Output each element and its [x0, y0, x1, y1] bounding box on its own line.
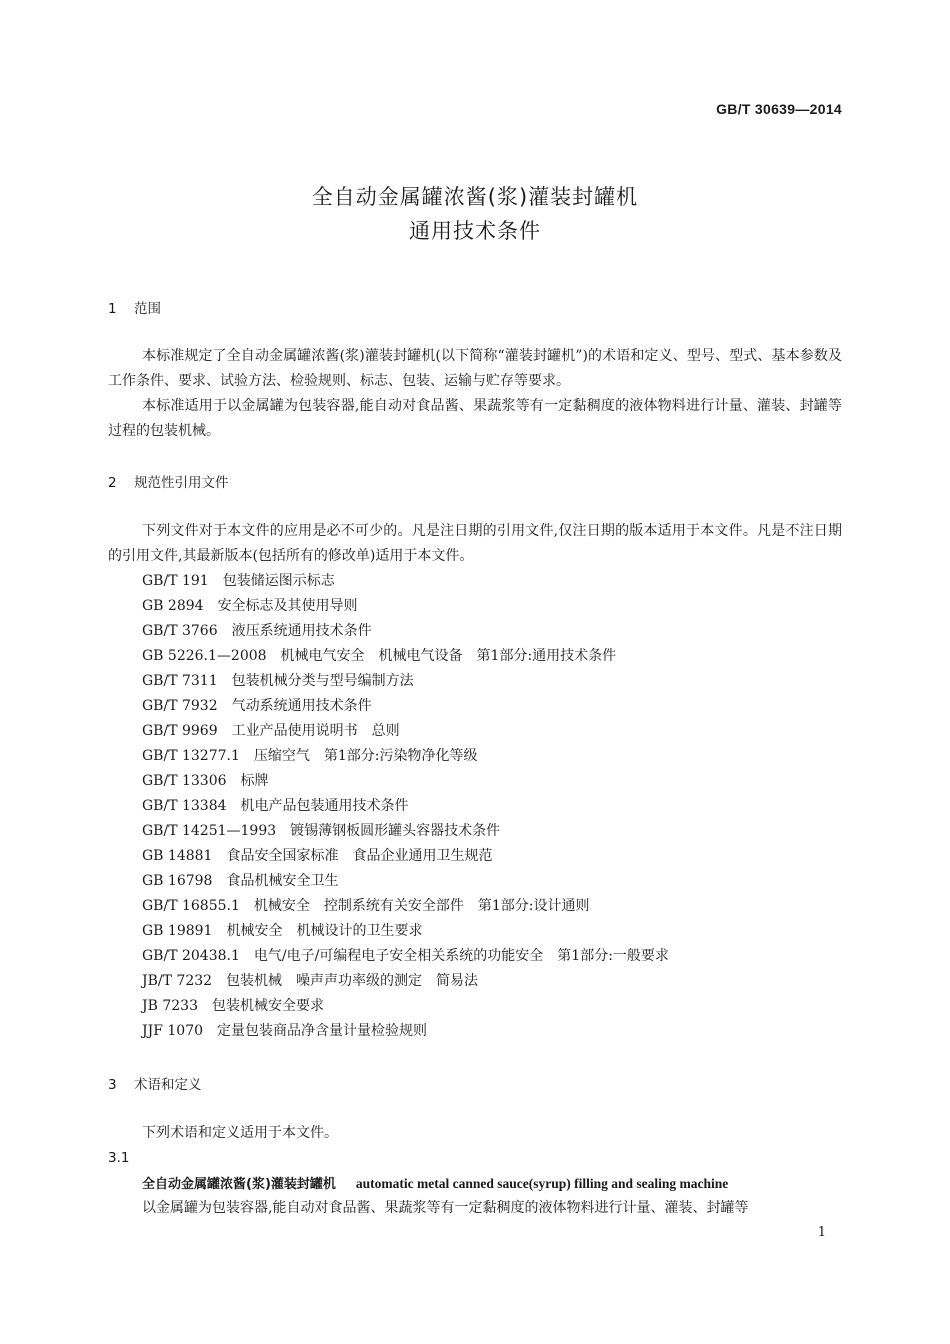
- reference-title: 食品安全国家标准 食品企业通用卫生规范: [226, 848, 493, 864]
- reference-item: [142, 944, 669, 969]
- reference-code: GB/T 13277.1: [142, 748, 240, 764]
- term-heading: [142, 1173, 728, 1192]
- reference-item: [142, 569, 669, 594]
- reference-item: [142, 669, 669, 694]
- references-intro: 下列文件对于本文件的应用是必不可少的。凡是注日期的引用文件,仅注日期的版本适用于本文件。凡是不注日期的引用文件,其最新版本(包括所有的修改单)适用于本文件。: [108, 523, 842, 564]
- reference-item: [142, 919, 669, 944]
- reference-item: [142, 744, 669, 769]
- reference-item: [142, 644, 669, 669]
- reference-title: 工业产品使用说明书 总则: [231, 723, 400, 739]
- reference-title: 标牌: [240, 773, 269, 789]
- reference-item: [142, 794, 669, 819]
- section-title: 范围: [134, 301, 161, 317]
- term-definition: 以金属罐为包装容器,能自动对食品酱、果蔬浆等有一定黏稠度的液体物料进行计量、灌装、封罐等: [142, 1200, 749, 1216]
- reference-title: 电气/电子/可编程电子安全相关系统的功能安全 第1部分:一般要求: [253, 948, 669, 964]
- standard-number: GB/T 30639—2014: [716, 101, 842, 117]
- title-line-2: 通用技术条件: [409, 219, 541, 243]
- reference-item: [142, 969, 669, 994]
- reference-item: [142, 594, 669, 619]
- document-title: [0, 180, 950, 248]
- reference-title: 压缩空气 第1部分:污染物净化等级: [253, 748, 478, 764]
- reference-code: GB 19891: [142, 923, 213, 939]
- reference-code: GB 2894: [142, 598, 204, 614]
- reference-title: 镀锡薄钢板圆形罐头容器技术条件: [290, 823, 501, 839]
- section-2-heading: [108, 471, 229, 491]
- scope-paragraph-1: 本标准规定了全自动金属罐浓酱(浆)灌装封罐机(以下简称“灌装封罐机”)的术语和定义、型号、型式、基本参数及工作条件、要求、试验方法、检验规则、标志、包装、运输与贮存等要求。: [108, 348, 842, 389]
- reference-title: 机械电气安全 机械电气设备 第1部分:通用技术条件: [280, 648, 617, 664]
- reference-title: 气动系统通用技术条件: [231, 698, 372, 714]
- reference-code: GB 14881: [142, 848, 213, 864]
- reference-item: [142, 719, 669, 744]
- section-title: 规范性引用文件: [134, 475, 229, 491]
- reference-title: 机械安全 控制系统有关安全部件 第1部分:设计通则: [253, 898, 590, 914]
- section-3-heading: [108, 1073, 202, 1093]
- reference-code: JJF 1070: [142, 1023, 204, 1039]
- section-1-heading: [108, 297, 161, 317]
- term-number: 3.1: [108, 1150, 130, 1166]
- reference-code: GB/T 16855.1: [142, 898, 240, 914]
- reference-title: 定量包装商品净含量计量检验规则: [217, 1023, 428, 1039]
- reference-title: 包装储运图示标志: [222, 573, 335, 589]
- reference-code: GB/T 13384: [142, 798, 227, 814]
- reference-code: GB 5226.1—2008: [142, 648, 267, 664]
- reference-item: [142, 869, 669, 894]
- reference-code: GB 16798: [142, 873, 213, 889]
- reference-title: 包装机械安全要求: [211, 998, 324, 1014]
- reference-code: GB/T 13306: [142, 773, 227, 789]
- reference-code: JB 7233: [142, 998, 198, 1014]
- reference-item: [142, 844, 669, 869]
- reference-title: 安全标志及其使用导则: [217, 598, 358, 614]
- reference-code: GB/T 20438.1: [142, 948, 240, 964]
- reference-item: [142, 769, 669, 794]
- reference-item: [142, 894, 669, 919]
- terms-intro: 下列术语和定义适用于本文件。: [142, 1125, 338, 1141]
- section-number: 1: [108, 301, 117, 317]
- reference-item: [142, 1019, 669, 1044]
- reference-title: 机电产品包装通用技术条件: [240, 798, 409, 814]
- reference-code: JB/T 7232: [142, 973, 213, 989]
- scope-paragraph-2: 本标准适用于以金属罐为包装容器,能自动对食品酱、果蔬浆等有一定黏稠度的液体物料进行计量、灌装、封罐等过程的包装机械。: [108, 398, 842, 439]
- term-english: automatic metal canned sauce(syrup) filling and sealing machine: [355, 1176, 729, 1191]
- reference-code: GB/T 7932: [142, 698, 218, 714]
- reference-item: [142, 819, 669, 844]
- term-chinese: 全自动金属罐浓酱(浆)灌装封罐机: [142, 1177, 336, 1192]
- section-number: 2: [108, 475, 117, 491]
- reference-title: 液压系统通用技术条件: [231, 623, 372, 639]
- reference-code: GB/T 191: [142, 573, 209, 589]
- reference-title: 机械安全 机械设计的卫生要求: [226, 923, 423, 939]
- reference-code: GB/T 9969: [142, 723, 218, 739]
- reference-title: 食品机械安全卫生: [226, 873, 339, 889]
- page-number: 1: [817, 1225, 826, 1240]
- reference-list: [142, 569, 669, 1044]
- reference-code: GB/T 3766: [142, 623, 218, 639]
- reference-title: 包装机械 噪声声功率级的测定 简易法: [226, 973, 479, 989]
- title-line-1: 全自动金属罐浓酱(浆)灌装封罐机: [311, 185, 639, 209]
- section-title: 术语和定义: [134, 1077, 202, 1093]
- reference-code: GB/T 7311: [142, 673, 218, 689]
- reference-title: 包装机械分类与型号编制方法: [231, 673, 414, 689]
- reference-item: [142, 619, 669, 644]
- reference-item: [142, 994, 669, 1019]
- reference-item: [142, 694, 669, 719]
- reference-code: GB/T 14251—1993: [142, 823, 277, 839]
- section-number: 3: [108, 1077, 117, 1093]
